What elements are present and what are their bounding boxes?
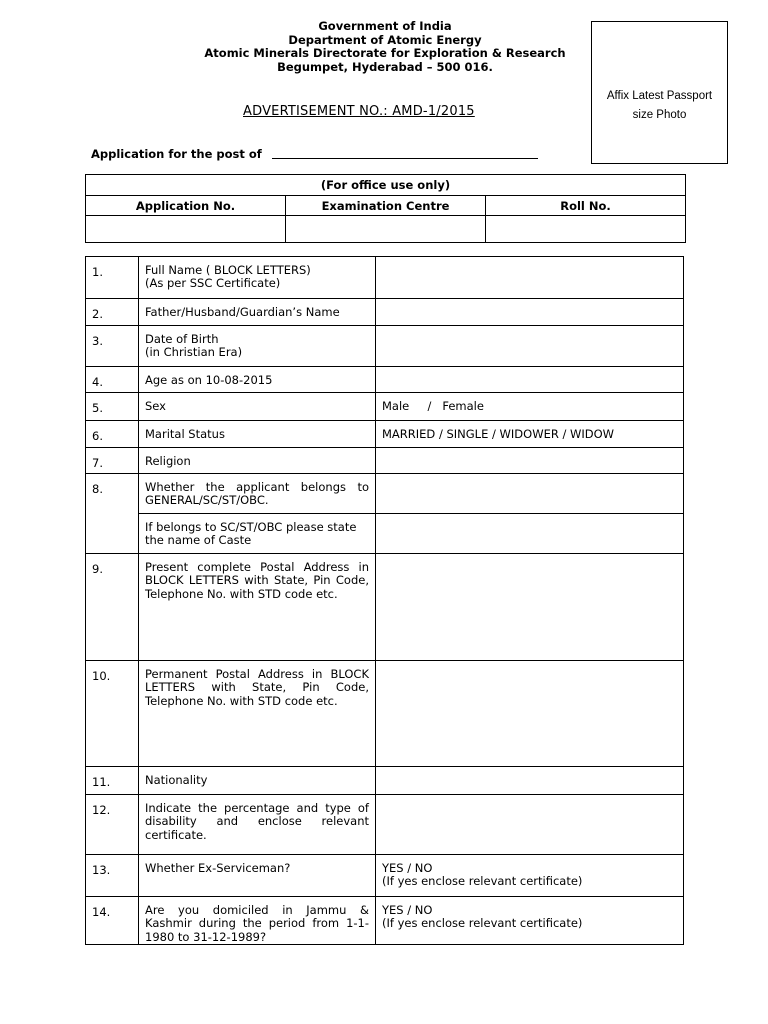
table-row	[86, 514, 684, 554]
table-row	[86, 855, 684, 897]
row-number: 13.	[86, 855, 139, 897]
row-number: 8.	[86, 474, 139, 554]
table-row	[86, 795, 684, 855]
row-label: Religion	[139, 448, 376, 474]
application-form-table	[85, 256, 684, 945]
caste-field[interactable]	[376, 514, 684, 554]
date-of-birth-field[interactable]	[376, 326, 684, 367]
photo-box-line-2: size Photo	[632, 109, 687, 121]
row-label: Sex	[139, 393, 376, 421]
row-number: 14.	[86, 897, 139, 945]
label-line-1: Full Name ( BLOCK LETTERS)	[145, 263, 311, 277]
table-row	[86, 421, 684, 448]
row-number: 9.	[86, 554, 139, 661]
row-label: Whether Ex-Serviceman?	[139, 855, 376, 897]
row-number: 1.	[86, 257, 139, 299]
row-number: 12.	[86, 795, 139, 855]
row-label	[139, 257, 376, 299]
label-line-1: Date of Birth	[145, 332, 219, 346]
row-number: 5.	[86, 393, 139, 421]
office-use-table	[85, 174, 686, 243]
post-label: Application for the post of	[91, 147, 262, 161]
cell-application-no[interactable]	[86, 216, 286, 243]
label-line-2: (in Christian Era)	[145, 345, 243, 360]
table-row	[86, 554, 684, 661]
age-field[interactable]	[376, 367, 684, 393]
ex-serviceman-options[interactable]	[376, 855, 684, 897]
value-line-2: (If yes enclose relevant certificate)	[382, 916, 583, 931]
photo-box-line-1: Affix Latest Passport	[606, 90, 713, 102]
row-label: Indicate the percentage and type of disability and enclose relevant certificate.	[139, 795, 376, 855]
row-label: Nationality	[139, 767, 376, 795]
header-line-1: Government of India	[318, 19, 452, 33]
table-row	[86, 393, 684, 421]
row-number: 3.	[86, 326, 139, 367]
jammu-kashmir-options[interactable]	[376, 897, 684, 945]
row-number: 2.	[86, 299, 139, 326]
full-name-field[interactable]	[376, 257, 684, 299]
column-roll-no: Roll No.	[486, 196, 686, 216]
religion-field[interactable]	[376, 448, 684, 474]
row-label: Marital Status	[139, 421, 376, 448]
row-label: Whether the applicant belongs to GENERAL/SC/ST/OBC.	[139, 474, 376, 514]
advertisement-number: ADVERTISEMENT NO.: AMD-1/2015	[243, 104, 475, 119]
row-number: 7.	[86, 448, 139, 474]
office-header	[190, 20, 580, 74]
row-label: Permanent Postal Address in BLOCK LETTERS with State, Pin Code, Telephone No. with STD code etc.	[139, 661, 376, 767]
value-line-2: (If yes enclose relevant certificate)	[382, 874, 583, 889]
marital-status-options[interactable]: MARRIED / SINGLE / WIDOWER / WIDOW	[376, 421, 684, 448]
header-line-2: Department of Atomic Energy	[288, 32, 482, 47]
cell-examination-centre[interactable]	[286, 216, 486, 243]
table-row	[86, 474, 684, 514]
table-row	[86, 661, 684, 767]
row-label: Present complete Postal Address in BLOCK LETTERS with State, Pin Code, Telephone No. with STD code etc.	[139, 554, 376, 661]
disability-field[interactable]	[376, 795, 684, 855]
table-row	[86, 897, 684, 945]
permanent-address-field[interactable]	[376, 661, 684, 767]
table-row	[86, 326, 684, 367]
table-row	[86, 448, 684, 474]
row-label: Father/Husband/Guardian’s Name	[139, 299, 376, 326]
row-number: 10.	[86, 661, 139, 767]
value-line-1: YES / NO	[382, 861, 433, 875]
row-label: Are you domiciled in Jammu & Kashmir during the period from 1-1-1980 to 31-12-1989?	[139, 897, 376, 945]
cell-roll-no[interactable]	[486, 216, 686, 243]
label-line-2: (As per SSC Certificate)	[145, 276, 281, 291]
header-line-3: Atomic Minerals Directorate for Exploration & Research	[204, 46, 566, 60]
office-use-title: (For office use only)	[86, 175, 686, 196]
photo-box	[591, 21, 728, 164]
row-label: Age as on 10-08-2015	[139, 367, 376, 393]
row-number: 11.	[86, 767, 139, 795]
guardian-name-field[interactable]	[376, 299, 684, 326]
nationality-field[interactable]	[376, 767, 684, 795]
table-row	[86, 367, 684, 393]
column-application-no: Application No.	[86, 196, 286, 216]
table-row	[86, 767, 684, 795]
row-number: 6.	[86, 421, 139, 448]
table-row	[86, 257, 684, 299]
row-label	[139, 326, 376, 367]
column-examination-centre: Examination Centre	[286, 196, 486, 216]
sex-options[interactable]: Male / Female	[376, 393, 684, 421]
post-input-line[interactable]	[272, 158, 538, 159]
row-number: 4.	[86, 367, 139, 393]
present-address-field[interactable]	[376, 554, 684, 661]
category-field[interactable]	[376, 474, 684, 514]
header-line-4: Begumpet, Hyderabad – 500 016.	[277, 59, 493, 74]
value-line-1: YES / NO	[382, 903, 433, 917]
row-label: If belongs to SC/ST/OBC please state the name of Caste	[139, 514, 376, 554]
table-row	[86, 299, 684, 326]
